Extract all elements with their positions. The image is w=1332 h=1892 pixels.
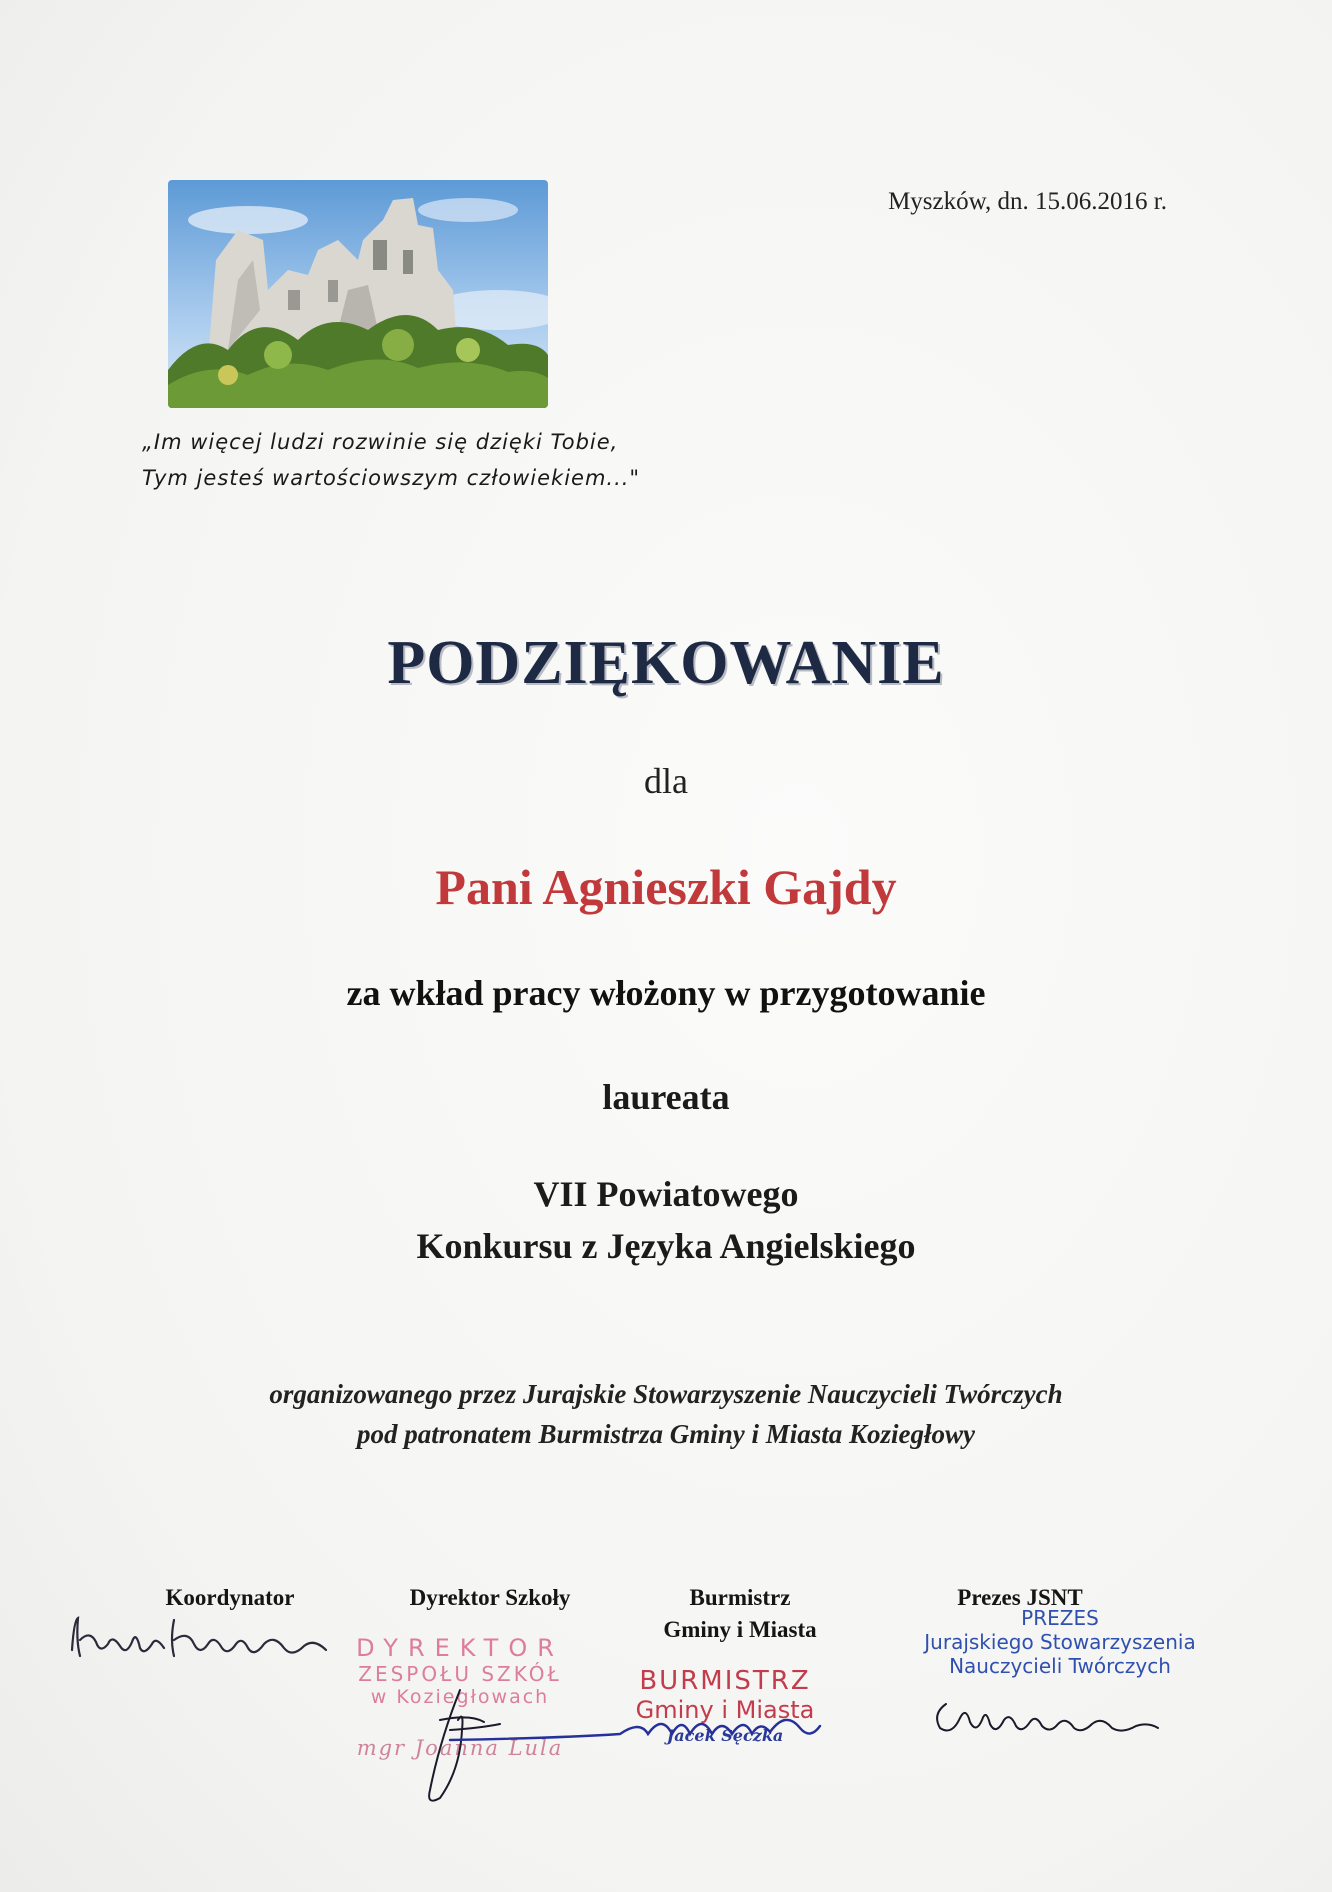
- president-label: Prezes JSNT: [957, 1585, 1083, 1610]
- mayor-signature: [440, 1690, 880, 1760]
- director-stamp-line-1: DYREKTOR: [356, 1634, 564, 1662]
- director-stamp-name: mgr Joanna Lula: [356, 1736, 564, 1760]
- quote-line-1: „Im więcej ludzi rozwinie się dzięki Tobie,: [142, 430, 619, 454]
- director-label: Dyrektor Szkoły: [409, 1585, 571, 1610]
- contest-name: [0, 1168, 1332, 1272]
- mayor-label-line-2: Gminy i Miasta: [663, 1617, 817, 1642]
- recipient-name: Pani Agnieszki Gajdy: [435, 859, 897, 915]
- president-stamp: [900, 1606, 1220, 1678]
- coordinator-label: Koordynator: [165, 1585, 295, 1610]
- quote-line-2: Tym jesteś wartościowszym człowiekiem...": [142, 466, 641, 490]
- president-signature: [926, 1684, 1166, 1744]
- organizer-line-2: pod patronatem Burmistrza Gminy i Miasta Koziegłowy: [356, 1419, 976, 1449]
- president-stamp-line-3: Nauczycieli Twórczych: [949, 1654, 1171, 1678]
- mayor-stamp-name: Jacek Sęczka: [666, 1726, 784, 1745]
- contest-line-2: Konkursu z Języka Angielskiego: [416, 1226, 916, 1266]
- castle-ruins-photo: [168, 180, 548, 408]
- president-stamp-line-2: Jurajskiego Stowarzyszenia: [924, 1630, 1196, 1654]
- president-stamp-line-1: PREZES: [1021, 1606, 1099, 1630]
- reason-text: za wkład pracy włożony w przygotowanie: [346, 973, 986, 1013]
- director-stamp-line-2: ZESPOŁU SZKÓŁ: [358, 1662, 562, 1686]
- mayor-stamp-line-1: BURMISTRZ: [639, 1666, 811, 1696]
- motto-quote: [142, 424, 640, 496]
- mayor-stamp-line-2: Gminy i Miasta: [635, 1696, 815, 1724]
- organizer-line-1: organizowanego przez Jurajskie Stowarzyszenie Nauczycieli Twórczych: [269, 1379, 1063, 1409]
- coordinator-signature: [64, 1600, 334, 1670]
- certificate-title: PODZIĘKOWANIE: [387, 629, 945, 697]
- contest-line-1: VII Powiatowego: [533, 1174, 799, 1214]
- date-place: Myszków, dn. 15.06.2016 r.: [888, 188, 1167, 215]
- mayor-label: [640, 1582, 840, 1646]
- for-text: dla: [644, 761, 688, 801]
- director-stamp-line-3: w Koziegłowach: [370, 1686, 550, 1708]
- mayor-label-line-1: Burmistrz: [689, 1585, 791, 1610]
- organizer-text: [0, 1374, 1332, 1454]
- role-text: laureata: [602, 1077, 730, 1117]
